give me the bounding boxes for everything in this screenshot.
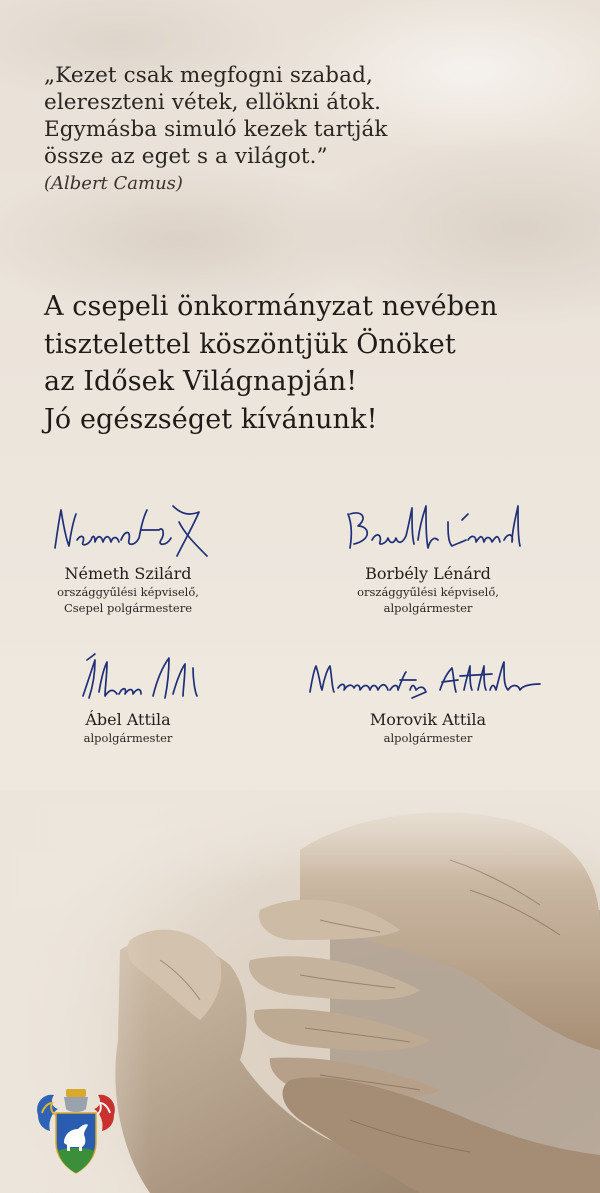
signature-borbely (328, 500, 528, 560)
quote-line: Egymásba simuló kezek tartják (44, 117, 388, 142)
signature-abel (43, 650, 213, 706)
signer-name: Ábel Attila (85, 710, 171, 729)
signer-name: Borbély Lénárd (365, 564, 491, 583)
signer-role: országgyűlési képviselő, (57, 585, 199, 599)
greeting-line: A csepeli önkormányzat nevében (44, 291, 498, 322)
signer-nemeth-szilard (8, 500, 248, 616)
signer-role: országgyűlési képviselő, (357, 585, 499, 599)
signer-abel-attila (8, 650, 248, 746)
signer-role: alpolgármester (383, 601, 473, 615)
signer-name: Németh Szilárd (64, 564, 192, 583)
signature-morovik (308, 650, 548, 706)
quote-block (44, 62, 564, 196)
signer-role: alpolgármester (83, 731, 173, 745)
greeting-block (44, 288, 584, 438)
signer-morovik-attila (308, 650, 548, 746)
signature-nemeth (43, 500, 213, 560)
quote-line: össze az eget s a világot.” (44, 144, 328, 169)
quote-line: „Kezet csak megfogni szabad, (44, 63, 373, 88)
greeting-line: Jó egészséget kívánunk! (44, 403, 378, 435)
signer-name: Morovik Attila (369, 710, 487, 729)
signer-role: alpolgármester (383, 731, 473, 745)
greeting-line: az Idősek Világnapján! (44, 366, 358, 397)
signer-role: Csepel polgármestere (63, 601, 193, 615)
signer-borbely-lenard (308, 500, 548, 616)
csepel-coat-of-arms-icon (34, 1085, 118, 1177)
greeting-line: tisztelettel köszöntjük Önöket (44, 328, 456, 360)
quote-author: (Albert Camus) (44, 173, 183, 194)
quote-line: elereszteni vétek, ellökni átok. (44, 90, 382, 115)
